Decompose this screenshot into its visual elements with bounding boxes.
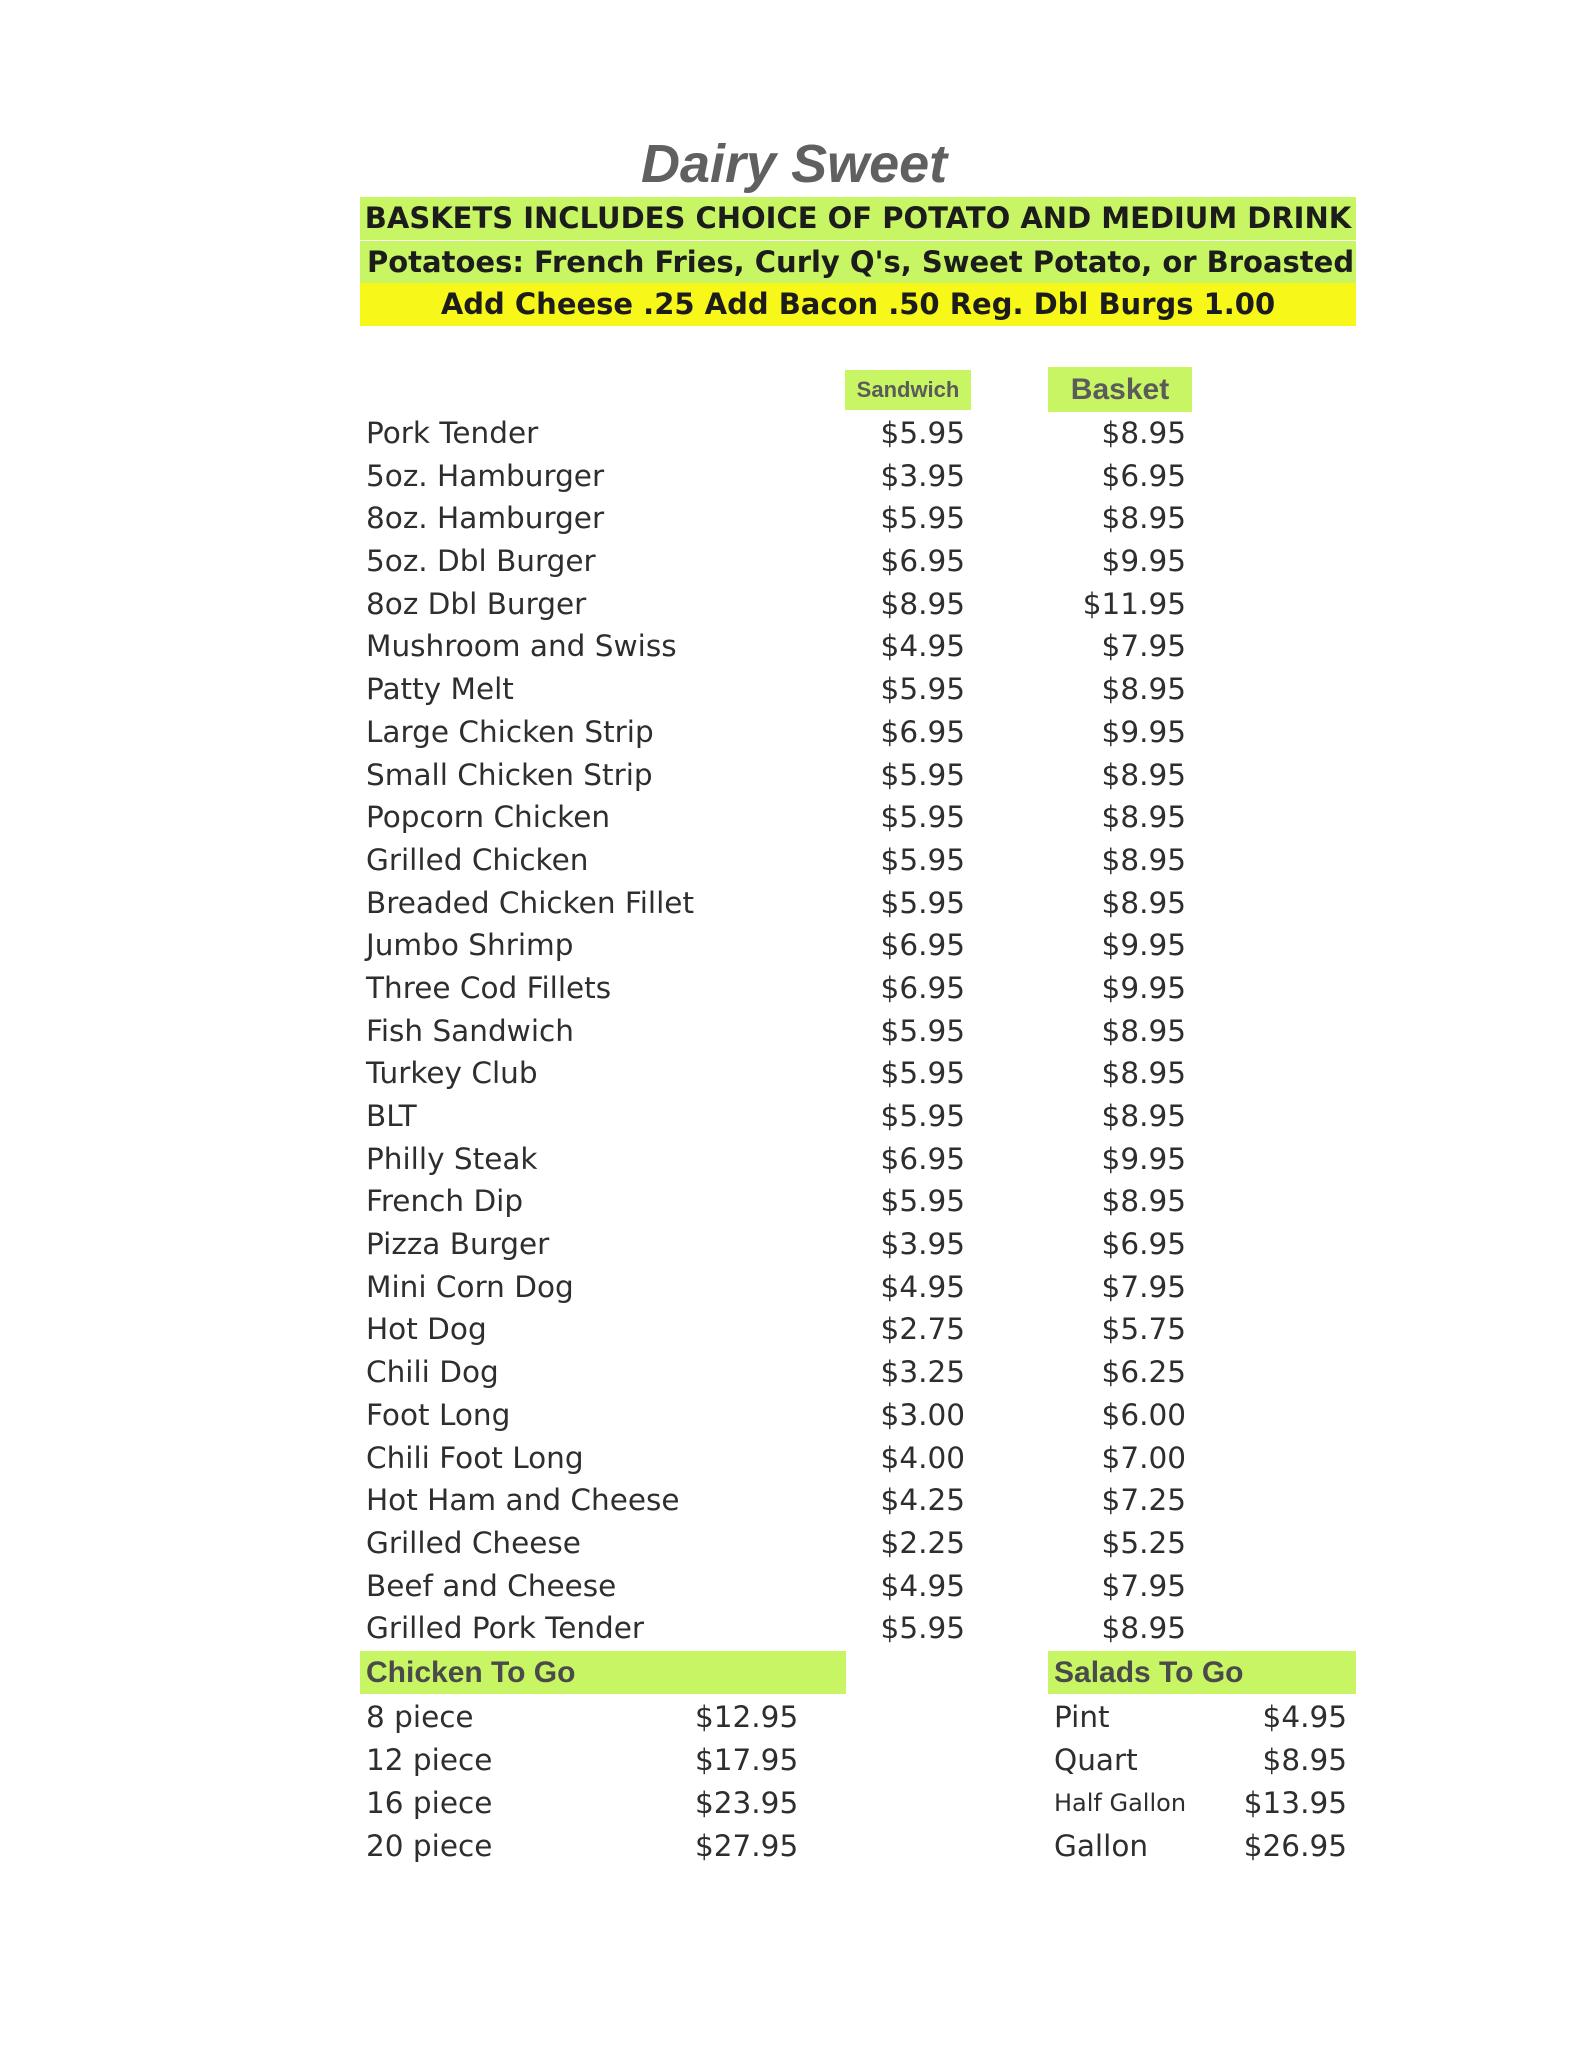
sandwich-price: $4.25 [880,1483,965,1518]
menu-row [0,1607,1582,1650]
salads-to-go-list [0,1696,1582,1868]
menu-row [0,497,1582,540]
sandwich-price: $5.95 [880,757,965,792]
item-name: Beef and Cheese [366,1568,617,1603]
item-name: Fish Sandwich [366,1013,574,1048]
basket-price: $7.95 [1101,1568,1186,1603]
basket-price: $7.25 [1101,1483,1186,1518]
item-name: Grilled Pork Tender [366,1611,645,1646]
item-name: Grilled Chicken [366,842,589,877]
add-ons-banner: Add Cheese .25 Add Bacon .50 Reg. Dbl Burgs 1.00 [360,283,1356,326]
menu-row [0,1010,1582,1053]
menu-row [0,796,1582,839]
sandwich-price: $6.95 [880,970,965,1005]
item-name: Mushroom and Swiss [366,629,677,664]
item-name: Gallon [1054,1829,1149,1863]
menu-row [0,882,1582,925]
basket-price: $8.95 [1101,1056,1186,1091]
chicken-to-go-header: Chicken To Go [360,1651,846,1694]
item-price: $12.95 [695,1700,799,1734]
basket-price: $6.25 [1101,1355,1186,1390]
item-price: $17.95 [695,1743,799,1777]
basket-price: $7.95 [1101,629,1186,664]
item-name: 20 piece [366,1829,493,1863]
potato-options-banner: Potatoes: French Fries, Curly Q's, Sweet Potato, or Broasted [360,241,1356,284]
item-name: 8 piece [366,1700,474,1734]
sandwich-price: $2.25 [880,1525,965,1560]
sandwich-price: $5.95 [880,1099,965,1133]
menu-row [0,1437,1582,1480]
menu-row [0,1565,1582,1608]
basket-price: $8.95 [1101,672,1186,707]
item-price: $26.95 [1243,1829,1347,1863]
basket-price: $8.95 [1101,416,1186,450]
menu-row [0,967,1582,1010]
basket-price: $5.25 [1101,1525,1186,1560]
basket-price: $8.95 [1101,501,1186,536]
basket-price: $8.95 [1101,1013,1186,1048]
menu-row [0,1180,1582,1223]
item-name: French Dip [366,1184,524,1219]
item-price: $8.95 [1262,1743,1347,1777]
item-name: Breaded Chicken Fillet [366,885,695,920]
sandwich-price: $3.95 [880,458,965,493]
item-price: $23.95 [695,1786,799,1820]
item-name: Quart [1054,1743,1138,1777]
item-name: 8oz Dbl Burger [366,586,587,621]
sandwich-price: $3.25 [880,1355,965,1390]
basket-price: $8.95 [1101,1611,1186,1646]
basket-price: $8.95 [1101,757,1186,792]
item-name: Pork Tender [366,416,539,450]
basket-price: $8.95 [1101,885,1186,920]
sandwich-price: $6.95 [880,544,965,579]
item-name: 5oz. Dbl Burger [366,544,596,579]
sandwich-price: $4.95 [880,629,965,664]
item-name: Patty Melt [366,672,514,707]
item-price: $4.95 [1262,1700,1347,1734]
basket-price: $7.00 [1101,1440,1186,1475]
basket-price: $6.95 [1101,458,1186,493]
item-name: Hot Dog [366,1312,487,1347]
item-name: Pizza Burger [366,1227,550,1262]
basket-price: $5.75 [1101,1312,1186,1347]
basket-price: $8.95 [1101,1184,1186,1219]
item-name: 8oz. Hamburger [366,501,605,536]
sandwich-price: $5.95 [880,1013,965,1048]
item-name: Three Cod Fillets [366,970,612,1005]
sandwich-price: $5.95 [880,1184,965,1219]
list-item [0,1696,1582,1739]
menu-row [0,668,1582,711]
basket-price: $9.95 [1101,714,1186,749]
menu-table [0,412,1582,1650]
menu-row [0,711,1582,754]
sandwich-price: $6.95 [880,714,965,749]
basket-price: $9.95 [1101,970,1186,1005]
menu-row [0,1095,1582,1138]
basket-price: $11.95 [1082,586,1186,621]
list-item [0,1739,1582,1782]
item-price: $13.95 [1243,1786,1347,1820]
item-name: Hot Ham and Cheese [366,1483,680,1518]
basket-price: $6.95 [1101,1227,1186,1262]
item-name: BLT [366,1099,417,1133]
menu-row [0,583,1582,626]
basket-info-banner: BASKETS INCLUDES CHOICE OF POTATO AND MEDIUM DRINK [360,197,1356,240]
sandwich-price: $3.00 [880,1397,965,1432]
salads-to-go-header: Salads To Go [1048,1651,1356,1694]
item-name: Jumbo Shrimp [366,928,574,963]
menu-title: Dairy Sweet [641,134,948,194]
menu-row [0,1138,1582,1181]
menu-row [0,1308,1582,1351]
basket-price: $9.95 [1101,544,1186,579]
item-name: Pint [1054,1700,1110,1734]
sandwich-price: $5.95 [880,501,965,536]
item-name: Foot Long [366,1397,511,1432]
basket-price: $8.95 [1101,1099,1186,1133]
menu-row [0,1223,1582,1266]
list-item [0,1825,1582,1868]
sandwich-price: $3.95 [880,1227,965,1262]
sandwich-price: $5.95 [880,842,965,877]
sandwich-price: $5.95 [880,885,965,920]
menu-row [0,540,1582,583]
sandwich-price: $8.95 [880,586,965,621]
menu-row [0,1266,1582,1309]
item-name: Large Chicken Strip [366,714,654,749]
item-name: Mini Corn Dog [366,1269,574,1304]
basket-column-header: Basket [1048,367,1192,412]
menu-row [0,625,1582,668]
basket-price: $9.95 [1101,928,1186,963]
menu-row [0,924,1582,967]
menu-row [0,754,1582,797]
sandwich-price: $5.95 [880,1611,965,1646]
basket-price: $8.95 [1101,800,1186,835]
menu-row [0,455,1582,498]
menu-row [0,1052,1582,1095]
item-name: Turkey Club [366,1056,538,1091]
sandwich-price: $2.75 [880,1312,965,1347]
sandwich-price: $4.95 [880,1269,965,1304]
item-price: $27.95 [695,1829,799,1863]
menu-row [0,412,1582,455]
sandwich-price: $5.95 [880,416,965,450]
basket-price: $7.95 [1101,1269,1186,1304]
menu-row [0,1394,1582,1437]
item-name: 16 piece [366,1786,493,1820]
sandwich-price: $6.95 [880,928,965,963]
sandwich-price: $4.00 [880,1440,965,1475]
sandwich-price: $4.95 [880,1568,965,1603]
sandwich-column-header: Sandwich [845,370,971,410]
menu-row [0,1351,1582,1394]
item-name: 5oz. Hamburger [366,458,605,493]
item-name: 12 piece [366,1743,493,1777]
basket-price: $6.00 [1101,1397,1186,1432]
item-name: Small Chicken Strip [366,757,653,792]
item-name: Chili Foot Long [366,1440,584,1475]
item-name: Half Gallon [1054,1789,1187,1817]
basket-price: $9.95 [1101,1141,1186,1176]
item-name: Popcorn Chicken [366,800,611,835]
sandwich-price: $5.95 [880,672,965,707]
list-item [0,1782,1582,1825]
item-name: Chili Dog [366,1355,499,1390]
sandwich-price: $5.95 [880,800,965,835]
item-name: Grilled Cheese [366,1525,581,1560]
sandwich-price: $6.95 [880,1141,965,1176]
menu-row [0,839,1582,882]
basket-price: $8.95 [1101,842,1186,877]
sandwich-price: $5.95 [880,1056,965,1091]
item-name: Philly Steak [366,1141,538,1176]
menu-row [0,1479,1582,1522]
menu-row [0,1522,1582,1565]
